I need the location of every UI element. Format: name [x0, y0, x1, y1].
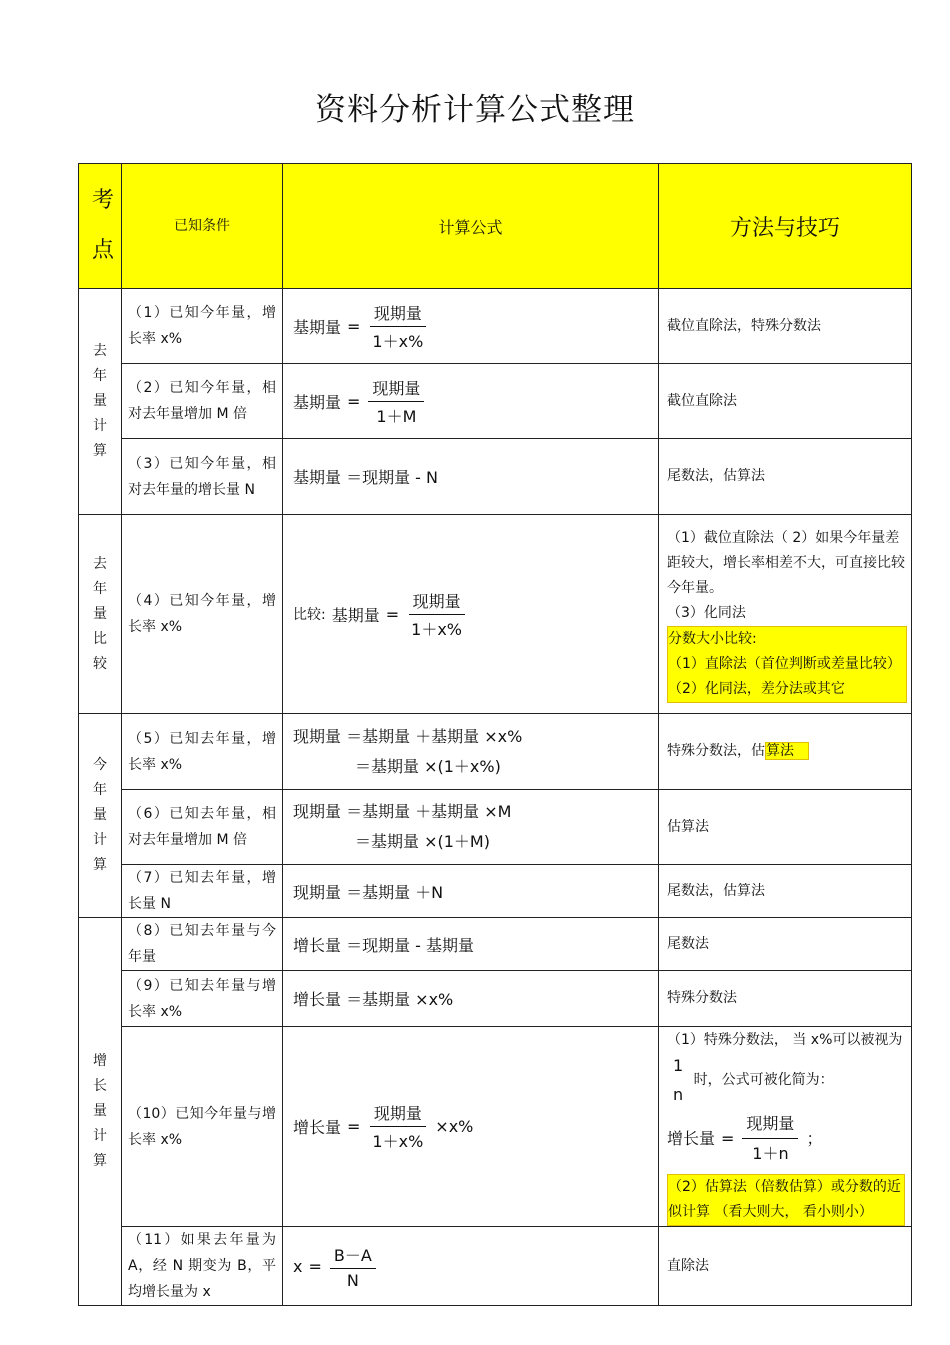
page-title: 资料分析计算公式整理	[315, 92, 635, 128]
condition-cell: （7）已知去年量，增长量 N	[122, 865, 283, 918]
fraction: $\frac{\text{现期量}}{1+x\%}$	[407, 589, 466, 640]
table-row	[79, 1027, 912, 1227]
group-label: 去年量计算	[79, 289, 122, 515]
formula-cell: 增长量 = $\frac{\text{现期量}}{1+x\%}$ ×x%	[283, 1027, 659, 1227]
formula-cell: 现期量 ＝基期量 ＋基期量 ×M ＝基期量 ×(1＋M)	[283, 790, 659, 865]
condition-cell: （8）已知去年量与今年量	[122, 918, 283, 971]
table-row	[79, 865, 912, 918]
table-row	[79, 790, 912, 865]
fraction: $\frac{B-A}{N}$	[330, 1243, 376, 1290]
tip-cell: 尾数法，估算法	[659, 439, 912, 515]
group-label: 去年量比较	[79, 515, 122, 714]
formula-cell: 增长量 ＝基期量 ×x%	[283, 971, 659, 1027]
condition-cell: （5）已知去年量，增长率 x%	[122, 714, 283, 790]
table-row	[79, 918, 912, 971]
table-row	[79, 714, 912, 790]
tip-cell: 估算法	[659, 790, 912, 865]
condition-cell: （6）已知去年量，相对去年量增加 M 倍	[122, 790, 283, 865]
condition-cell: （10）已知今年量与增长率 x%	[122, 1027, 283, 1227]
highlight-box: （2）估算法（倍数估算）或分数的近似计算 （看大则大， 看小则小）	[667, 1174, 905, 1226]
condition-cell: （4）已知今年量，增长率 x%	[122, 515, 283, 714]
header-row	[79, 164, 912, 289]
formula-table	[78, 163, 912, 1306]
tip-cell: 截位直除法	[659, 364, 912, 439]
formula-cell: 增长量 ＝现期量 - 基期量	[283, 918, 659, 971]
table-row	[79, 971, 912, 1027]
group-label: 今年量计算	[79, 714, 122, 918]
fraction: $\frac{\text{现期量}}{1+x\%}$	[368, 301, 427, 352]
tip-cell: 特殊分数法	[659, 971, 912, 1027]
formula-cell: 基期量 = $\frac{\text{现期量}}{1+x\%}$	[283, 289, 659, 364]
group-label: 增长量计算	[79, 918, 122, 1306]
condition-cell: （2）已知今年量，相对去年量增加 M 倍	[122, 364, 283, 439]
fraction: $\frac{\text{现期量}}{1+n}$	[742, 1111, 798, 1166]
fraction: 1 n	[673, 1055, 684, 1104]
condition-cell: （11）如果去年量为 A，经 N 期变为 B，平均增长量为 x	[122, 1227, 283, 1306]
tip-cell: 直除法	[659, 1227, 912, 1306]
tip-cell: （1）特殊分数法， 当 x%可以被视为 1 n 时，公式可被化简为： 增长量 = $\frac{\text{现期量}}{1+n}$ ； （2）估算法（倍数估算）或分数的近似计算 （看大则大， 看小则小）	[659, 1027, 912, 1227]
tip-cell: 尾数法	[659, 918, 912, 971]
table-row	[79, 515, 912, 714]
header-tips: 方法与技巧	[659, 164, 912, 289]
condition-cell: （9）已知去年量与增长率 x%	[122, 971, 283, 1027]
table-row	[79, 1227, 912, 1306]
highlight-box: 分数大小比较: （1）直除法（首位判断或差量比较） （2）化同法，差分法或其它	[667, 626, 907, 703]
header-condition: 已知条件	[122, 164, 283, 289]
condition-cell: （1）已知今年量，增长率 x%	[122, 289, 283, 364]
table-row	[79, 289, 912, 364]
fraction: $\frac{\text{现期量}}{1+x\%}$	[368, 1101, 427, 1152]
condition-cell: （3）已知今年量，相对去年量的增长量 N	[122, 439, 283, 515]
header-formula: 计算公式	[283, 164, 659, 289]
tip-cell: 尾数法，估算法	[659, 865, 912, 918]
header-topic: 考点	[79, 164, 122, 289]
table-row	[79, 364, 912, 439]
tip-cell: 特殊分数法，估算法	[659, 714, 912, 790]
formula-cell: 基期量 ＝现期量 - N	[283, 439, 659, 515]
formula-cell: 基期量 = $\frac{\text{现期量}}{1+M}$	[283, 364, 659, 439]
tip-cell: 截位直除法，特殊分数法	[659, 289, 912, 364]
formula-cell: 比较: 基期量 = $\frac{\text{现期量}}{1+x\%}$	[283, 515, 659, 714]
tip-cell: （1）截位直除法（ 2）如果今年量差距较大，增长率相差不大，可直接比较今年量。 （3）化同法 分数大小比较: （1）直除法（首位判断或差量比较） （2）化同法，差分法或其它	[659, 515, 912, 714]
formula-cell: x = $\frac{B-A}{N}$	[283, 1227, 659, 1306]
formula-cell: 现期量 ＝基期量 ＋基期量 ×x% ＝基期量 ×(1＋x%)	[283, 714, 659, 790]
formula-cell: 现期量 ＝基期量 ＋N	[283, 865, 659, 918]
table-row	[79, 439, 912, 515]
fraction: $\frac{\text{现期量}}{1+M}$	[368, 376, 424, 427]
